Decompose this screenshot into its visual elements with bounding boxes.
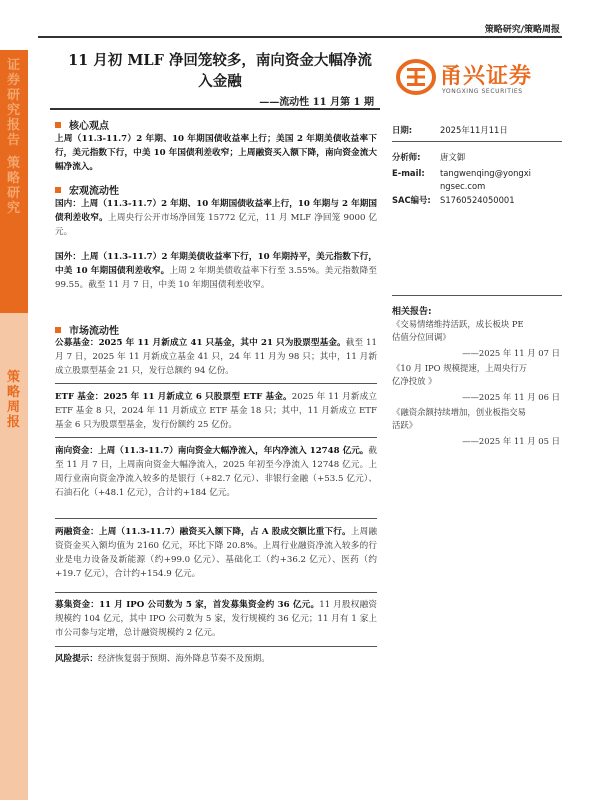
meta-email-value[interactable] <box>440 167 531 193</box>
paragraph-divider <box>55 518 377 519</box>
meta-email-line2: ngsec.com <box>440 181 486 191</box>
macro-domestic-lead: 国内：上周（11.3-11.7）2 年期、10 年期国债收益率上行，10 年期与 2 年期国债利差收窄。 <box>55 199 377 223</box>
paragraph-divider <box>55 592 377 593</box>
logo-english-name: YONGXING SECURITIES <box>442 88 523 95</box>
market-ipo-text: 11 月股权融资规模约 104 亿元，其中 IPO 公司数为 5 家，发行规模约 36 亿元；11 月有 1 家上市公司参与定增，总计融资规模约 2 亿元。 <box>55 600 378 638</box>
risk-label: 风险提示： <box>55 654 98 664</box>
logo-chinese-name: 甬兴证券 <box>440 64 533 89</box>
meta-analyst-label: 分析师: <box>392 152 421 162</box>
market-southbound-paragraph <box>55 444 377 500</box>
related-report-date: ——2025 年 11 月 05 日 <box>462 436 560 446</box>
related-reports-heading: 相关报告: <box>392 307 432 317</box>
section-marker-icon <box>55 122 61 128</box>
macro-foreign-lead: 国外：上周（11.3-11.7）2 年期美债收益率下行，10 年期持平，美元指数下行，中美 10 年期国债利差收窄。 <box>55 252 377 276</box>
risk-paragraph <box>55 652 377 666</box>
market-fund-paragraph <box>55 336 377 378</box>
market-etf-paragraph <box>55 390 377 432</box>
market-southbound-text: 截至 11 月 7 日，上周南向资金大幅净流入，2025 年初至今净流入 12748 亿元。上周行业南向资金净流入较多的是银行（+82.7 亿元）、非银行金融（+53.5 亿元）、石油石化（+48.1 亿元），合计约+184 亿元。 <box>55 446 377 498</box>
meta-email-label: E-mail: <box>392 168 425 178</box>
report-category: 策略研究/策略周报 <box>484 25 560 35</box>
market-fund-text: 截至 11 月 7 日，2025 年 11 月新成立基金 41 只，24 年 11 月为 98 只；其中，11 月新成立股票型基金 21 只，发行总额约 94 亿份。 <box>55 338 377 376</box>
macro-foreign-text: 上周 2 年期美债收益率下行至 3.55%。美元指数降至 99.55。截至 11 月 7 日，中美 10 年期国债利差收窄。 <box>55 266 377 290</box>
report-subtitle: ——流动性 11 月第 1 期 <box>259 97 374 108</box>
meta-analyst-row <box>392 151 465 163</box>
title-divider <box>50 108 380 110</box>
meta-divider <box>392 141 562 142</box>
logo-mark-icon <box>396 57 436 97</box>
related-report-date: ——2025 年 11 月 07 日 <box>462 348 560 358</box>
related-report-date: ——2025 年 11 月 06 日 <box>462 392 560 402</box>
section-market-liquidity-heading: 市场流动性 <box>55 322 119 337</box>
side-label-strategy-research: 策略研究 <box>7 156 21 216</box>
market-southbound-lead: 南向资金：上周（11.3-11.7）南向资金大幅净流入，年内净流入 12748 亿元。 <box>55 446 369 456</box>
core-view-text: 上周（11.3-11.7）2 年期、10 年期国债收益率上行；美国 2 年期美债收益率下行，美元指数下行，中美 10 年国债利差收窄；上周融资买入额下降，南向资金流大幅净流入。 <box>55 134 377 172</box>
related-divider <box>392 295 562 296</box>
market-margin-lead: 两融资金：上周（11.3-11.7）融资买入额下降，占 A 股成交额比重下行。 <box>55 527 351 537</box>
macro-foreign-paragraph <box>55 250 377 292</box>
macro-domestic-paragraph <box>55 197 377 239</box>
side-label-strategy-weekly: 策略周报 <box>7 370 21 430</box>
side-label-research-report: 证券研究报告 <box>7 58 21 148</box>
section-core-view-heading: 核心观点 <box>55 117 109 132</box>
macro-domestic-text: 上周央行公开市场净回笼 15772 亿元，11 月 MLF 净回笼 9000 亿元。 <box>55 213 377 237</box>
meta-email-row <box>392 167 531 193</box>
paragraph-divider <box>55 646 377 647</box>
meta-date-label: 日期: <box>392 125 413 135</box>
header-divider <box>38 36 562 38</box>
company-logo <box>396 55 556 105</box>
meta-analyst-value: 唐文御 <box>440 152 466 162</box>
related-report-title[interactable]: 《10 月 IPO 规模提速，上周央行万 亿净投放 》 <box>392 363 527 386</box>
market-etf-lead: ETF 基金：2025 年 11 月新成立 6 只股票型 ETF 基金。 <box>55 392 292 402</box>
meta-sac-row <box>392 194 515 206</box>
market-ipo-paragraph <box>55 598 377 640</box>
section-macro-liquidity-heading: 宏观流动性 <box>55 182 119 197</box>
meta-email-line1: tangwenqing@yongxi <box>440 168 531 178</box>
report-title <box>60 50 380 92</box>
market-margin-paragraph <box>55 525 377 581</box>
meta-sac-label: SAC编号: <box>392 195 431 205</box>
section-marker-icon <box>55 187 61 193</box>
meta-date-row <box>392 124 508 136</box>
market-fund-lead: 公募基金：2025 年 11 月新成立 41 只基金，其中 21 只为股票型基金。 <box>55 338 346 348</box>
market-margin-text: 上周融资资金买入额均值为 2160 亿元，环比下降 20.8%。上周行业融资净流入较多的行业是电力设备及新能源（约+99.0 亿元）、基础化工（约+36.2 亿元）、医药（约+19.7 亿元），合计约+154.9 亿元。 <box>55 527 377 579</box>
section-marker-icon <box>55 327 61 333</box>
market-etf-text: 2025 年 11 月新成立 ETF 基金 8 只，2024 年 11 月新成立 ETF 基金 18 只；其中，11 月新成立 ETF 基金 6 只为股票型基金，发行份额约 25 亿份。 <box>55 392 377 430</box>
report-title-line2: 入金融 <box>198 73 242 90</box>
risk-text: 经济恢复弱于预期、海外降息节奏不及预期。 <box>97 654 270 664</box>
core-view-paragraph <box>55 132 377 174</box>
market-ipo-lead: 募集资金：11 月 IPO 公司数为 5 家，首发募集资金约 36 亿元。 <box>55 600 320 610</box>
related-report-title[interactable]: 《交易情绪维持活跃，成长板块 PE 估值分位回调》 <box>392 319 524 342</box>
report-title-line1: 11 月初 MLF 净回笼较多，南向资金大幅净流 <box>68 52 372 69</box>
meta-date-value: 2025年11月11日 <box>440 125 508 135</box>
paragraph-divider <box>55 383 377 384</box>
related-report-title[interactable]: 《融资余额持续增加，创业板指交易 活跃》 <box>392 407 526 430</box>
meta-sac-value: S1760524050001 <box>440 195 515 205</box>
paragraph-divider <box>55 437 377 438</box>
